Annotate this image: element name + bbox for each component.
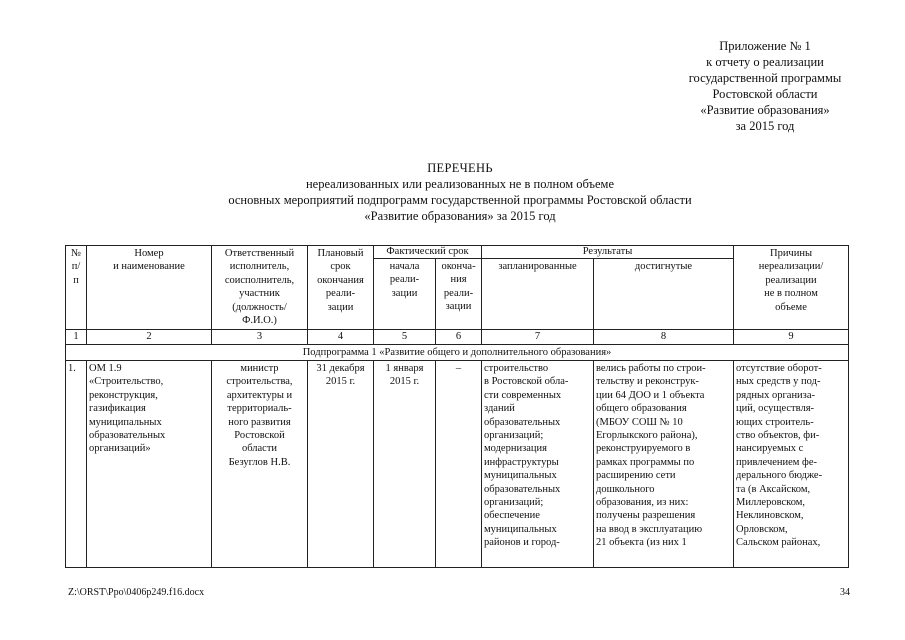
cell-line: нереализации/ — [758, 261, 824, 273]
cell-line: 31 декабря — [316, 363, 365, 374]
cell-line: 21 объекта (из них 1 — [596, 537, 687, 549]
table-row — [66, 361, 849, 568]
heading-line-2: основных мероприятий подпрограмм государственной программы Ростовской области — [228, 193, 692, 207]
subprogram-title: Подпрограмма 1 «Развитие общего и дополнительного образования» — [66, 345, 849, 361]
cell-line: Сальском районах, — [736, 537, 821, 549]
column-number: 3 — [212, 330, 308, 345]
footer-page-number: 34 — [840, 587, 850, 598]
cell-line: зации — [327, 301, 354, 313]
column-number: 7 — [482, 330, 594, 345]
cell-line: тельству и реконструк- — [596, 376, 699, 388]
cell-line: реализации — [765, 274, 817, 286]
cell-line: ющих строитель- — [736, 416, 814, 428]
row-actual-start — [374, 361, 436, 568]
cell-line: реконструируемого в — [596, 443, 691, 455]
cell-line: та (в Аксайском, — [736, 483, 811, 495]
cell-line: газификация — [89, 403, 146, 415]
cell-line: сти современных — [484, 389, 562, 401]
appendix-line: Приложение № 1 — [719, 39, 811, 53]
cell-line: исполнитель, — [229, 261, 290, 273]
cell-line: Номер — [134, 248, 164, 259]
cell-line: (МБОУ СОШ № 10 — [596, 416, 683, 428]
cell-line: ния — [450, 274, 467, 286]
row-planned-term — [308, 361, 374, 568]
cell-line: образовательных — [484, 416, 561, 428]
cell-line: привлечением фе- — [736, 456, 818, 468]
cell-line: в Ростовской обла- — [484, 376, 569, 388]
row-reasons — [734, 361, 849, 568]
cell-line: реали- — [389, 274, 420, 286]
cell-line: запланированные — [498, 261, 577, 272]
cell-line: и наименование — [113, 261, 185, 273]
row-num: 1. — [66, 361, 87, 568]
cell-line: дошкольного — [596, 483, 655, 495]
header-results: Результаты — [482, 246, 734, 259]
header-responsible — [212, 246, 308, 330]
cell-line: 1 января — [385, 363, 424, 374]
cell-line: Ф.И.О.) — [242, 315, 277, 327]
cell-line: ство объектов, фи- — [736, 430, 820, 442]
cell-line: срок — [330, 261, 351, 273]
header-actual-start — [374, 259, 436, 330]
cell-line: архитектуры и — [226, 389, 293, 401]
heading-title: ПЕРЕЧЕНЬ — [427, 161, 493, 175]
document-heading — [150, 160, 770, 224]
column-number: 8 — [594, 330, 734, 345]
subprogram-row — [66, 345, 849, 361]
footer-file-path: Z:\ORST\Ppo\0406p249.f16.docx — [68, 587, 205, 598]
cell-line: образования, из них: — [596, 497, 689, 509]
cell-line: нансируемых с — [736, 443, 804, 455]
appendix-line: государственной программы — [688, 71, 842, 85]
cell-line: на ввод в эксплуатацию — [596, 523, 703, 535]
cell-line: зданий — [484, 403, 515, 415]
cell-line: дерального бюдже- — [736, 470, 823, 482]
column-number: 2 — [87, 330, 212, 345]
cell-line: получены разрешения — [596, 510, 696, 522]
cell-line: модернизация — [484, 443, 547, 455]
cell-line: № — [70, 248, 82, 259]
cell-line: Орловском, — [736, 523, 788, 535]
header-name — [87, 246, 212, 330]
heading-line-3: «Развитие образования» за 2015 год — [364, 209, 556, 223]
cell-line: участник — [239, 288, 280, 300]
cell-line: ОМ 1.9 — [89, 363, 122, 374]
appendix-line: за 2015 год — [735, 119, 795, 133]
header-num — [66, 246, 87, 330]
cell-line: объеме — [775, 301, 807, 313]
cell-line: строительства, — [226, 376, 293, 388]
cell-line: территориаль- — [227, 403, 292, 415]
appendix-line: «Развитие образования» — [700, 103, 830, 117]
cell-line: общего образования — [596, 403, 687, 415]
cell-line: рамках программы по — [596, 456, 695, 468]
cell-line: 2015 г. — [389, 376, 420, 388]
header-results-planned — [482, 259, 594, 330]
header-reasons — [734, 246, 849, 330]
column-number: 1 — [66, 330, 87, 345]
cell-line: окончания — [317, 274, 364, 286]
cell-line: области — [241, 443, 278, 455]
cell-line: организаций» — [89, 443, 151, 455]
cell-line: инфраструктуры — [484, 456, 559, 468]
measures-table — [65, 245, 849, 568]
cell-line: зации — [445, 301, 472, 313]
row-results-achieved — [594, 361, 734, 568]
cell-line: Миллеровском, — [736, 497, 806, 509]
cell-line: зации — [391, 287, 418, 299]
cell-line: не в полном — [764, 288, 818, 300]
cell-line: реконструкция, — [89, 389, 158, 401]
column-number: 6 — [436, 330, 482, 345]
cell-line: организаций; — [484, 430, 544, 442]
cell-line: 2015 г. — [325, 376, 356, 388]
cell-line: начала — [389, 261, 420, 272]
cell-line: ных средств у под- — [736, 376, 821, 388]
header-planned-term — [308, 246, 374, 330]
cell-line: Ростовской — [234, 430, 285, 442]
row-name — [87, 361, 212, 568]
cell-line: велись работы по строи- — [596, 363, 706, 374]
cell-line: Егорлыкского района), — [596, 430, 698, 442]
cell-line: обеспечение — [484, 510, 540, 522]
cell-line: ного развития — [228, 416, 291, 428]
cell-line: районов и город- — [484, 537, 560, 549]
column-number: 4 — [308, 330, 374, 345]
cell-line: Ответственный — [224, 248, 295, 259]
cell-line: строительство — [484, 363, 549, 374]
cell-line: муниципальных — [484, 470, 557, 482]
column-number: 5 — [374, 330, 436, 345]
cell-line: п — [73, 274, 79, 286]
cell-line: достигнутые — [634, 261, 693, 272]
appendix-block — [640, 38, 890, 134]
cell-line: образовательных — [89, 430, 166, 442]
row-results-planned — [482, 361, 594, 568]
cell-line: соисполнитель, — [224, 274, 295, 286]
cell-line: реали- — [325, 288, 356, 300]
row-actual-end — [436, 361, 482, 568]
cell-line: «Строительство, — [89, 376, 164, 388]
cell-line: (должность/ — [232, 301, 287, 313]
cell-line: реали- — [443, 287, 474, 299]
cell-line: расширению сети — [596, 470, 676, 482]
header-actual-end — [436, 259, 482, 330]
cell-line: оконча- — [441, 261, 476, 272]
appendix-line: к отчету о реализации — [706, 55, 824, 69]
cell-line: – — [455, 363, 462, 374]
cell-line: Причины — [769, 248, 813, 259]
cell-line: ций, осуществля- — [736, 403, 815, 415]
cell-line: организаций; — [484, 497, 544, 509]
cell-line: министр — [240, 363, 279, 374]
column-number: 9 — [734, 330, 849, 345]
cell-line: образовательных — [484, 483, 561, 495]
header-results-achieved — [594, 259, 734, 330]
cell-line: Плановый — [317, 248, 364, 259]
cell-line: рядных организа- — [736, 389, 815, 401]
row-responsible — [212, 361, 308, 568]
header-actual-term: Фактический срок — [374, 246, 482, 259]
cell-line: ции 64 ДОО и 1 объекта — [596, 389, 705, 401]
cell-line: п/ — [71, 261, 81, 273]
column-numbers-row — [66, 330, 849, 345]
appendix-line: Ростовской области — [712, 87, 818, 101]
cell-line: муниципальных — [89, 416, 162, 428]
cell-line: Неклиновском, — [736, 510, 804, 522]
cell-line: Безуглов Н.В. — [228, 456, 291, 468]
cell-line: отсутствие оборот- — [736, 363, 822, 374]
cell-line: муниципальных — [484, 523, 557, 535]
heading-line-1: нереализованных или реализованных не в полном объеме — [305, 177, 615, 191]
